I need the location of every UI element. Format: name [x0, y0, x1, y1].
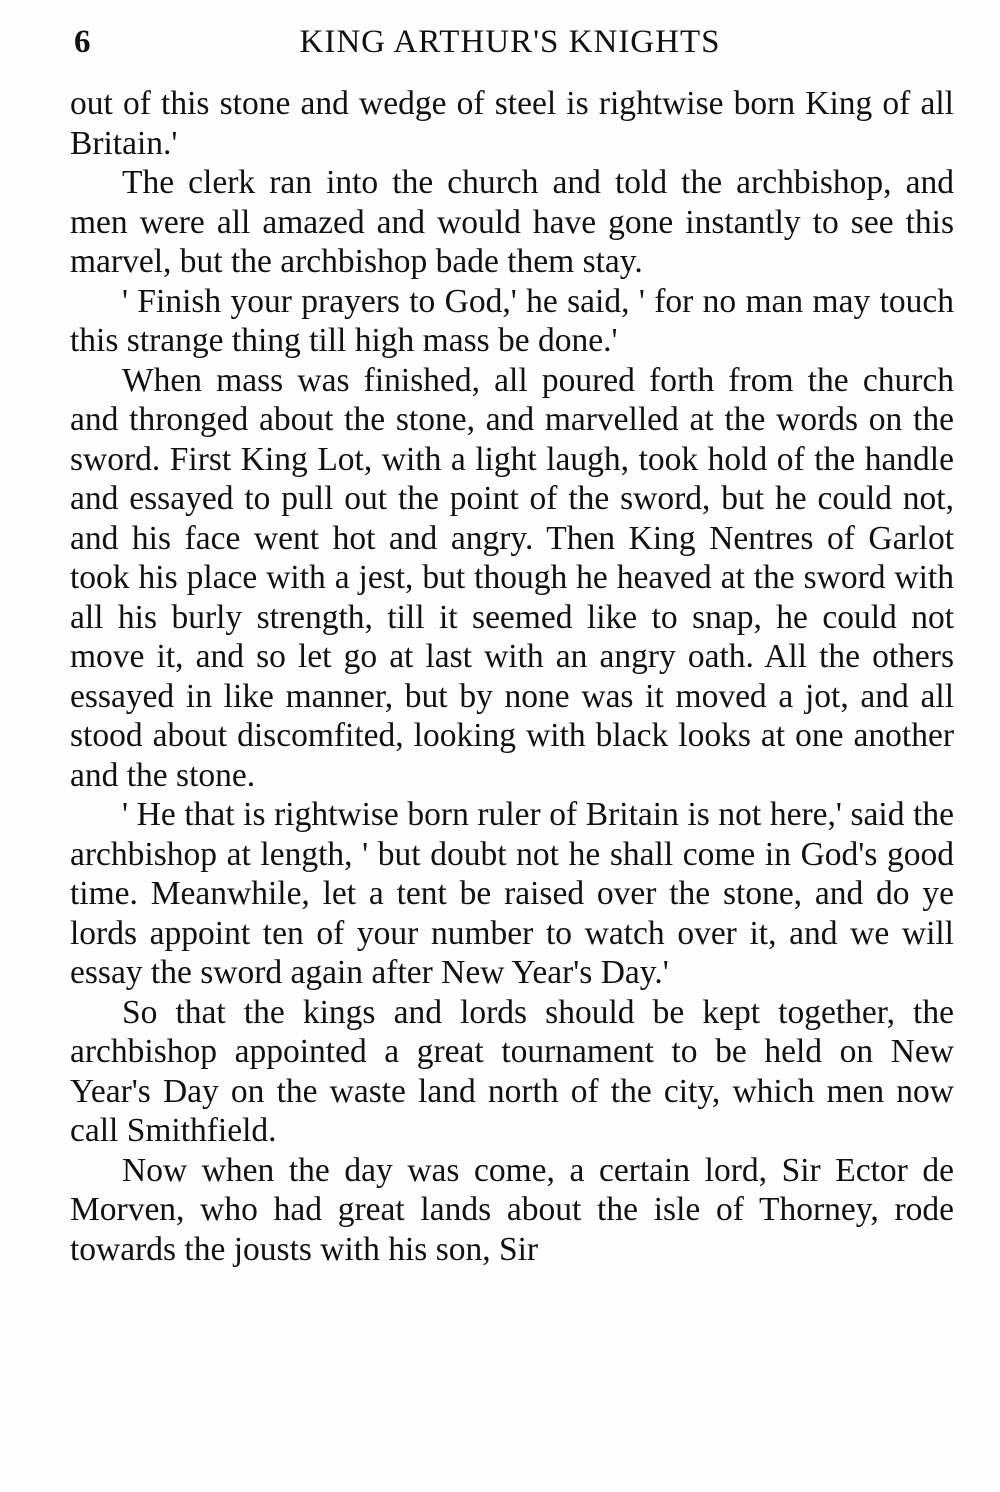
paragraph: Now when the day was come, a certain lord, Sir Ector de Morven, who had great lands about the isle of Thorney, rode towards the jousts with his son, Sir: [70, 1151, 954, 1268]
running-title: KING ARTHUR'S KNIGHTS: [299, 24, 721, 60]
paragraph: The clerk ran into the church and told the archbishop, and men were all amazed and would have gone instantly to see this marvel, but the archbishop bade them stay.: [70, 164, 954, 280]
page-number: 6: [74, 24, 91, 60]
paragraph: So that the kings and lords should be kept together, the archbishop appointed a great tournament to be held on New Year's Day on the waste land north of the city, which men now call Smithfield.: [70, 993, 954, 1149]
paragraph: ' Finish your prayers to God,' he said, ' for no man may touch this strange thing till high mass be done.': [70, 282, 954, 359]
paragraph: ' He that is rightwise born ruler of Britain is not here,' said the archbishop at length, ' but doubt not he shall come in God's good time. Meanwhile, let a tent be raised over the stone, and do ye lords appoint ten of your number to watch over it, and we will essay the sword again after New Year's Day.': [70, 796, 954, 991]
page-header: [70, 22, 950, 70]
body-text: [70, 84, 954, 1269]
paragraph: When mass was finished, all poured forth from the church and thronged about the stone, and marvelled at the words on the sword. First King Lot, with a light laugh, took hold of the handle and essayed to pull out the point of the sword, but he could not, and his face went hot and angry. Then King Nentres of Garlot took his place with a jest, but though he heaved at the sword with all his burly strength, till it seemed like to snap, he could not move it, and so let go at last with an angry oath. All the others essayed in like manner, but by none was it moved a jot, and all stood about discomfited, looking with black looks at one another and the stone.: [70, 361, 954, 794]
paragraph-continuation: out of this stone and wedge of steel is rightwise born King of all Britain.': [70, 85, 954, 162]
